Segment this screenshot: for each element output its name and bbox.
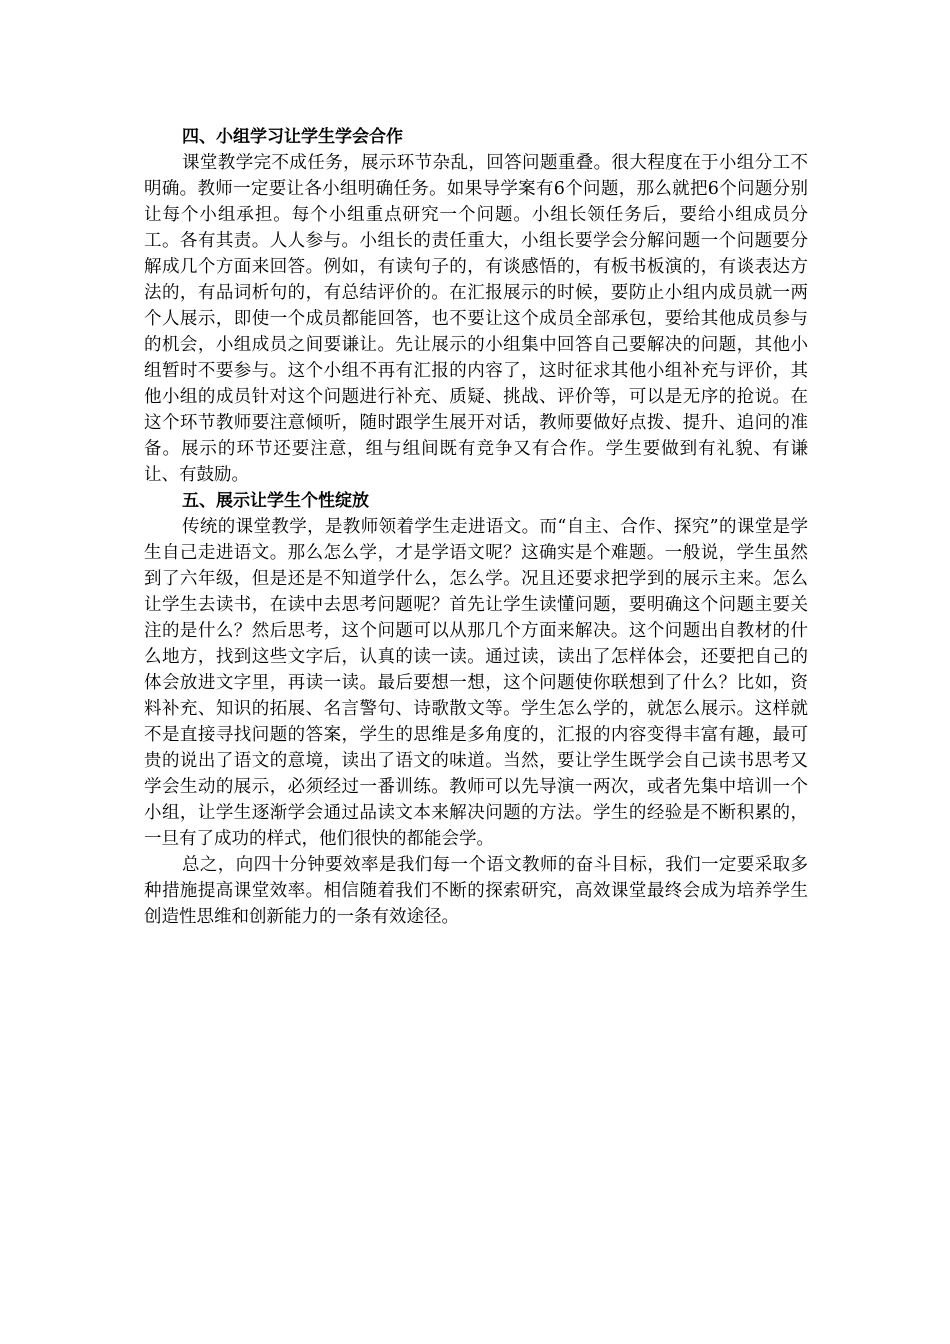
section-heading-4: 四、小组学习让学生学会合作 bbox=[182, 127, 403, 147]
section-paragraph-4: 课堂教学完不成任务，展示环节杂乱，回答问题重叠。很大程度在于小组分工不明确。教师一定要让各小组明确任务。如果导学案有6个问题，那么就把6个问题分别让每个小组承担。每个小组重点研究一个问题。小组长领任务后，要给小组成员分工。各有其责。人人参与。小组长的责任重大，小组长要学会分解问题一个问题要分解成几个方面来回答。例如，有读句子的，有谈感悟的，有板书板演的，有谈表达方法的，有品词析句的，有总结评价的。在汇报展示的时候，要防止小组内成员就一两个人展示，即使一个成员都能回答，也不要让这个成员全部承包，要给其他成员参与的机会，小组成员之间要谦让。先让展示的小组集中回答自己要解决的问题，其他小组暂时不要参与。这个小组不再有汇报的内容了，这时征求其他小组补充与评价，其他小组的成员针对这个问题进行补充、质疑、挑战、评价等，可以是无序的抢说。在这个环节教师要注意倾听，随时跟学生展开对话，教师要做好点拨、提升、追问的准备。展示的环节还要注意，组与组间既有竞争又有合作。学生要做到有礼貌、有谦让、有鼓励。 bbox=[144, 153, 808, 485]
document-page bbox=[144, 124, 808, 930]
section-heading-5: 五、展示让学生个性绽放 bbox=[182, 491, 369, 511]
section-paragraph-5: 传统的课堂教学，是教师领着学生走进语文。而“自主、合作、探究”的课堂是学生自己走进语文。那么怎么学，才是学语文呢？这确实是个难题。一般说，学生虽然到了六年级，但是还是不知道学什么，怎么学。况且还要求把学到的展示主来。怎么让学生去读书，在读中去思考问题呢？首先让学生读懂问题，要明确这个问题主要关注的是什么？然后思考，这个问题可以从那几个方面来解决。这个问题出自教材的什么地方，找到这些文字后，认真的读一读。通过读，读出了怎样体会，还要把自己的体会放进文字里，再读一读。最后要想一想，这个问题使你联想到了什么？比如，资料补充、知识的拓展、名言警句、诗歌散文等。学生怎么学的，就怎么展示。这样就不是直接寻找问题的答案，学生的思维是多角度的，汇报的内容变得丰富有趣，最可贵的说出了语文的意境，读出了语文的味道。当然，要让学生既学会自己读书思考又学会生动的展示，必须经过一番训练。教师可以先导演一两次，或者先集中培训一个小组，让学生逐渐学会通过品读文本来解决问题的方法。学生的经验是不断积累的，一旦有了成功的样式，他们很快的都能会学。 bbox=[144, 517, 808, 849]
conclusion-paragraph: 总之，向四十分钟要效率是我们每一个语文教师的奋斗目标，我们一定要采取多种措施提高课堂效率。相信随着我们不断的探索研究，高效课堂最终会成为培养学生创造性思维和创新能力的一条有效途径。 bbox=[144, 855, 808, 927]
